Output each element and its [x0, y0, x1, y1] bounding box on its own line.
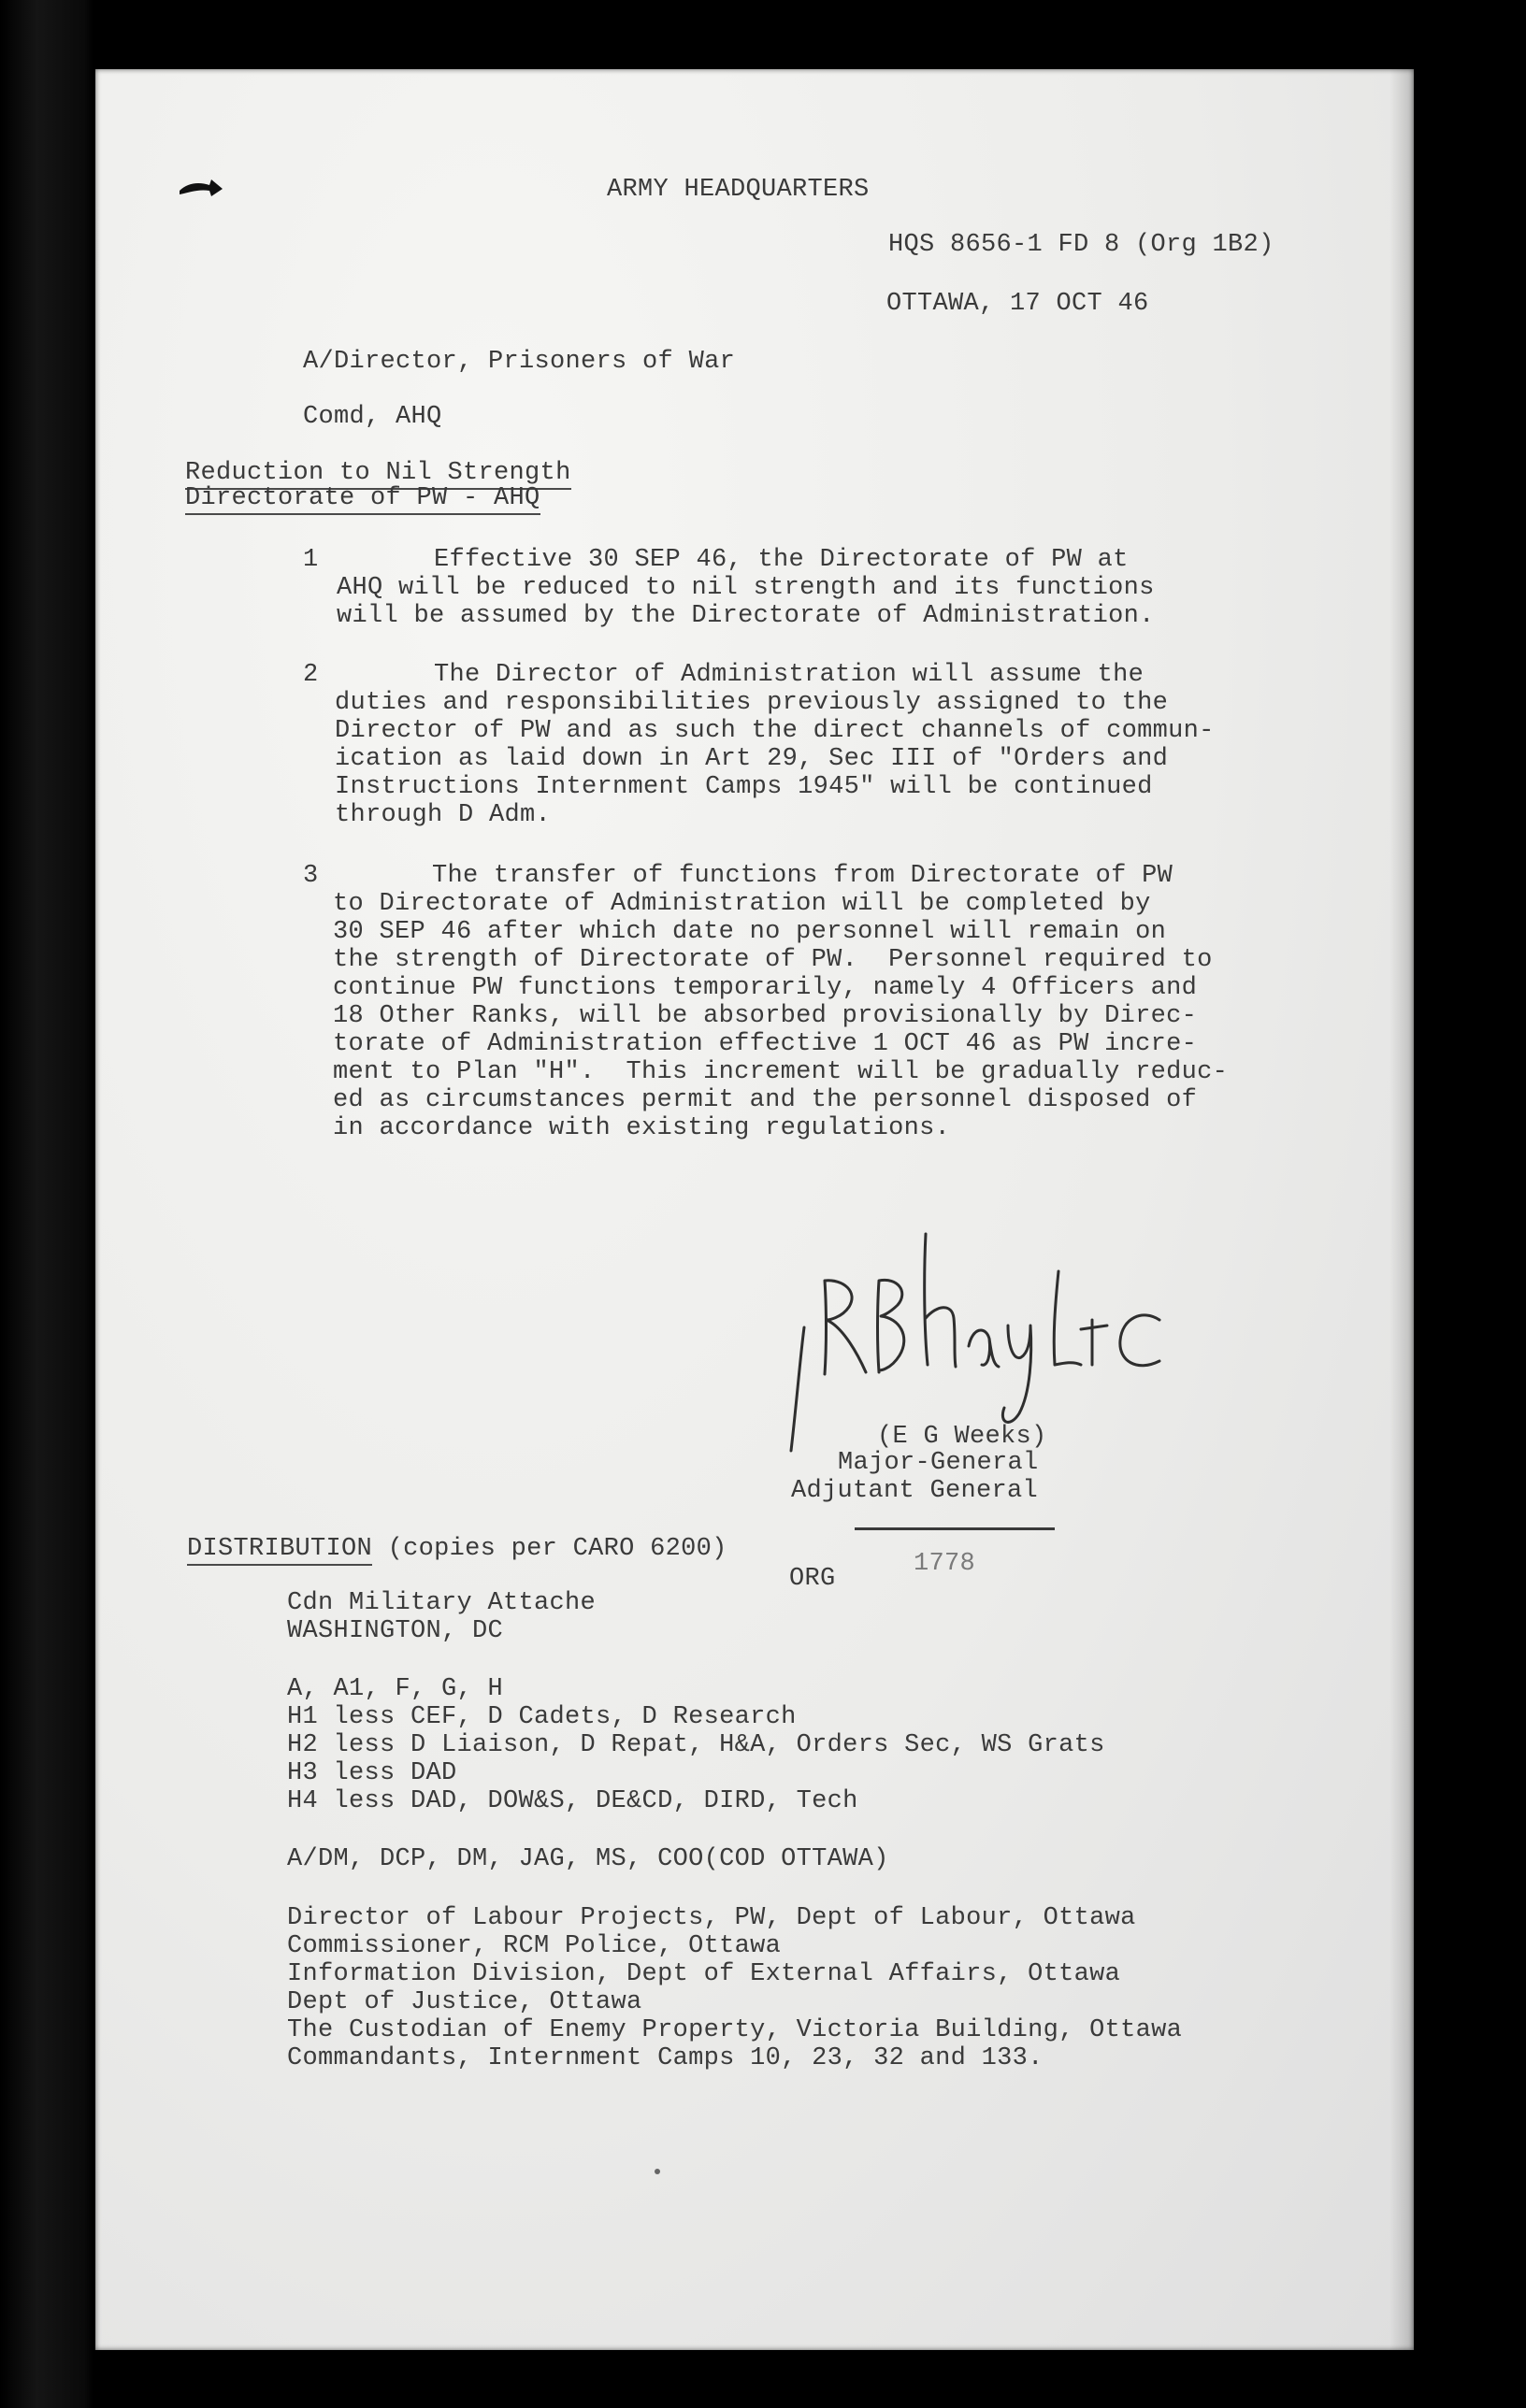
paragraph-1-line: Effective 30 SEP 46, the Directorate of PW at: [434, 546, 1129, 574]
paragraph-3-line: torate of Administration effective 1 OCT 46 as PW incre-: [333, 1030, 1198, 1058]
distribution-line: A, A1, F, G, H: [287, 1675, 504, 1703]
paragraph-3-line: The transfer of functions from Directorate of PW: [432, 862, 1173, 890]
paragraph-3-line: continue PW functions temporarily, namely 4 Officers and: [333, 974, 1198, 1002]
paper-speck: [655, 2169, 660, 2174]
paragraph-2-line: through D Adm.: [335, 801, 552, 829]
paragraph-2-line: ication as laid down in Art 29, Sec III of "Orders and: [335, 745, 1169, 773]
paragraph-1-line: AHQ will be reduced to nil strength and its functions: [337, 574, 1155, 602]
distribution-line: The Custodian of Enemy Property, Victoria Building, Ottawa: [287, 2016, 1183, 2044]
file-reference: HQS 8656-1 FD 8 (Org 1B2): [888, 231, 1274, 259]
paragraph-3-line: 18 Other Ranks, will be absorbed provisionally by Direc-: [333, 1002, 1198, 1030]
paragraph-3-line: in accordance with existing regulations.: [333, 1114, 951, 1142]
paragraph-3-line: the strength of Directorate of PW. Personnel required to: [333, 946, 1213, 974]
signatory-title: Adjutant General: [791, 1477, 1039, 1505]
distribution-line: Director of Labour Projects, PW, Dept of Labour, Ottawa: [287, 1904, 1136, 1932]
distribution-line: H4 less DAD, DOW&S, DE&CD, DIRD, Tech: [287, 1787, 858, 1815]
paragraph-2-line: Instructions Internment Camps 1945" will be continued: [335, 773, 1153, 801]
org-number: 1778: [914, 1550, 976, 1578]
distribution-heading: [187, 1535, 727, 1563]
addressee-to: A/Director, Prisoners of War: [303, 348, 736, 376]
distribution-note: (copies per CARO 6200): [387, 1535, 727, 1563]
distribution-line: Dept of Justice, Ottawa: [287, 1988, 642, 2016]
signatory-rank: Major-General: [838, 1449, 1039, 1477]
attache-line-2: WASHINGTON, DC: [287, 1617, 504, 1645]
paragraph-2-line: The Director of Administration will assume the: [434, 661, 1144, 689]
paragraph-2-line: Director of PW and as such the direct channels of commun-: [335, 717, 1215, 745]
distribution-line: A/DM, DCP, DM, JAG, MS, COO(COD OTTAWA): [287, 1845, 889, 1873]
paragraph-2-number: 2: [303, 661, 319, 689]
paragraph-3-number: 3: [303, 862, 319, 890]
subject-line-1: Reduction to Nil Strength: [185, 459, 571, 490]
paragraph-1-line: will be assumed by the Directorate of Administration.: [337, 602, 1155, 630]
distribution-line: Commandants, Internment Camps 10, 23, 32 and 133.: [287, 2044, 1044, 2072]
org-title: ARMY HEADQUARTERS: [607, 176, 870, 204]
paragraph-3-line: ment to Plan "H". This increment will be gradually reduc-: [333, 1058, 1229, 1086]
paragraph-2-line: duties and responsibilities previously assigned to the: [335, 689, 1169, 717]
distribution-line: H2 less D Liaison, D Repat, H&A, Orders Sec, WS Grats: [287, 1731, 1105, 1759]
distribution-line: Information Division, Dept of External Affairs, Ottawa: [287, 1960, 1121, 1988]
document-page: [95, 69, 1414, 2350]
addressee-from: Comd, AHQ: [303, 403, 442, 431]
distribution-line: Commissioner, RCM Police, Ottawa: [287, 1932, 782, 1960]
org-underline: [855, 1527, 1055, 1530]
arrow-mark-icon: [178, 178, 224, 200]
place-date: OTTAWA, 17 OCT 46: [886, 290, 1149, 318]
paragraph-3-line: to Directorate of Administration will be completed by: [333, 890, 1151, 918]
subject-line-2: Directorate of PW - AHQ: [185, 484, 540, 515]
org-label: ORG: [789, 1565, 836, 1593]
signatory-name: (E G Weeks): [877, 1423, 1047, 1451]
distribution-line: H3 less DAD: [287, 1759, 457, 1787]
distribution-line: H1 less CEF, D Cadets, D Research: [287, 1703, 797, 1731]
distribution-heading-text: DISTRIBUTION: [187, 1535, 372, 1566]
paragraph-1-number: 1: [303, 546, 319, 574]
attache-line-1: Cdn Military Attache: [287, 1589, 597, 1617]
handwritten-signature: [769, 1215, 1161, 1458]
paragraph-3-line: ed as circumstances permit and the personnel disposed of: [333, 1086, 1198, 1114]
paragraph-3-line: 30 SEP 46 after which date no personnel will remain on: [333, 918, 1167, 946]
